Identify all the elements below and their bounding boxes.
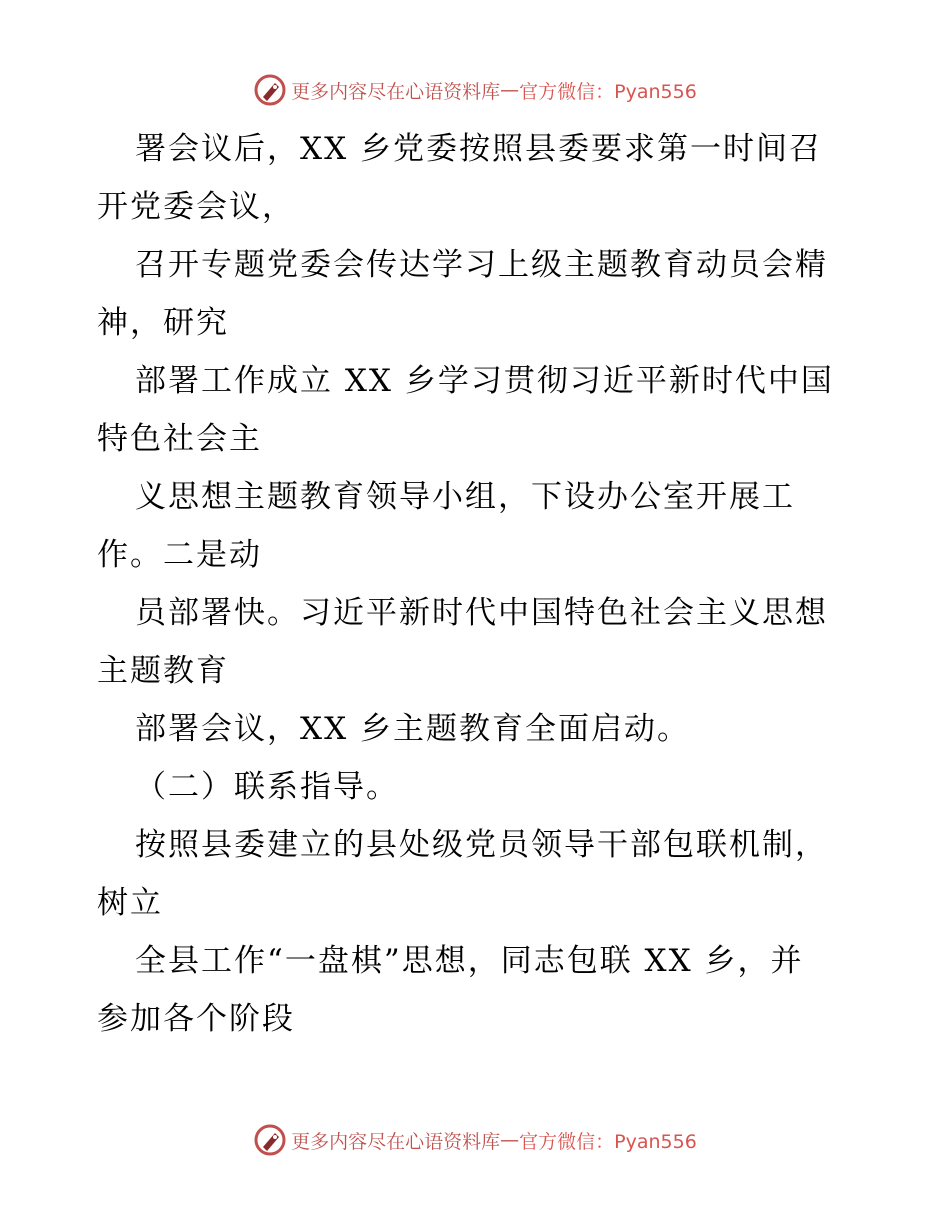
banner-main-text: 更多内容尽在心语资料库 xyxy=(291,80,501,103)
paragraph-continuation: 主题教育 xyxy=(97,653,229,689)
paragraph xyxy=(97,352,877,468)
paragraph xyxy=(97,236,877,352)
paragraph-continuation: 神，研究 xyxy=(97,305,229,341)
paragraph xyxy=(97,758,877,816)
paragraph-continuation: 参加各个阶段 xyxy=(97,1001,295,1037)
banner-main-text: 更多内容尽在心语资料库 xyxy=(291,1130,501,1153)
paragraph xyxy=(97,584,877,700)
document-body xyxy=(97,120,877,1048)
paragraph-line: 员部署快。习近平新时代中国特色社会主义思想 xyxy=(135,595,828,631)
paragraph-continuation: 特色社会主 xyxy=(97,421,262,457)
paragraph-line: 按照县委建立的县处级党员领导干部包联机制， xyxy=(135,827,828,863)
paragraph xyxy=(97,120,877,236)
banner-separator: — xyxy=(500,79,520,101)
banner-separator: — xyxy=(500,1129,520,1151)
paragraph xyxy=(97,816,877,932)
paragraph-line: 全县工作“一盘棋”思想，同志包联 XX 乡，并 xyxy=(135,943,804,979)
header-banner xyxy=(0,70,950,110)
paragraph-continuation: 作。二是动 xyxy=(97,537,262,573)
footer-banner xyxy=(0,1120,950,1160)
paragraph xyxy=(97,468,877,584)
paragraph xyxy=(97,700,877,758)
pen-nib-logo-icon xyxy=(253,73,287,107)
paragraph-continuation: 树立 xyxy=(97,885,163,921)
paragraph-line: 召开专题党委会传达学习上级主题教育动员会精 xyxy=(135,247,828,283)
paragraph xyxy=(97,932,877,1048)
paragraph-line: 义思想主题教育领导小组，下设办公室开展工 xyxy=(135,479,795,515)
paragraph-continuation: 开党委会议， xyxy=(97,189,295,225)
paragraph-line: 署会议后，XX 乡党委按照县委要求第一时间召 xyxy=(135,131,822,167)
banner-wechat-text: 官方微信：Pyan556 xyxy=(519,1130,697,1153)
banner-wechat-text: 官方微信：Pyan556 xyxy=(519,80,697,103)
paragraph-line: 部署工作成立 XX 乡学习贯彻习近平新时代中国 xyxy=(135,363,834,399)
pen-nib-logo-icon xyxy=(253,1123,287,1157)
paragraph-line: （二）联系指导。 xyxy=(135,769,399,805)
paragraph-line: 部署会议，XX 乡主题教育全面启动。 xyxy=(135,711,690,747)
